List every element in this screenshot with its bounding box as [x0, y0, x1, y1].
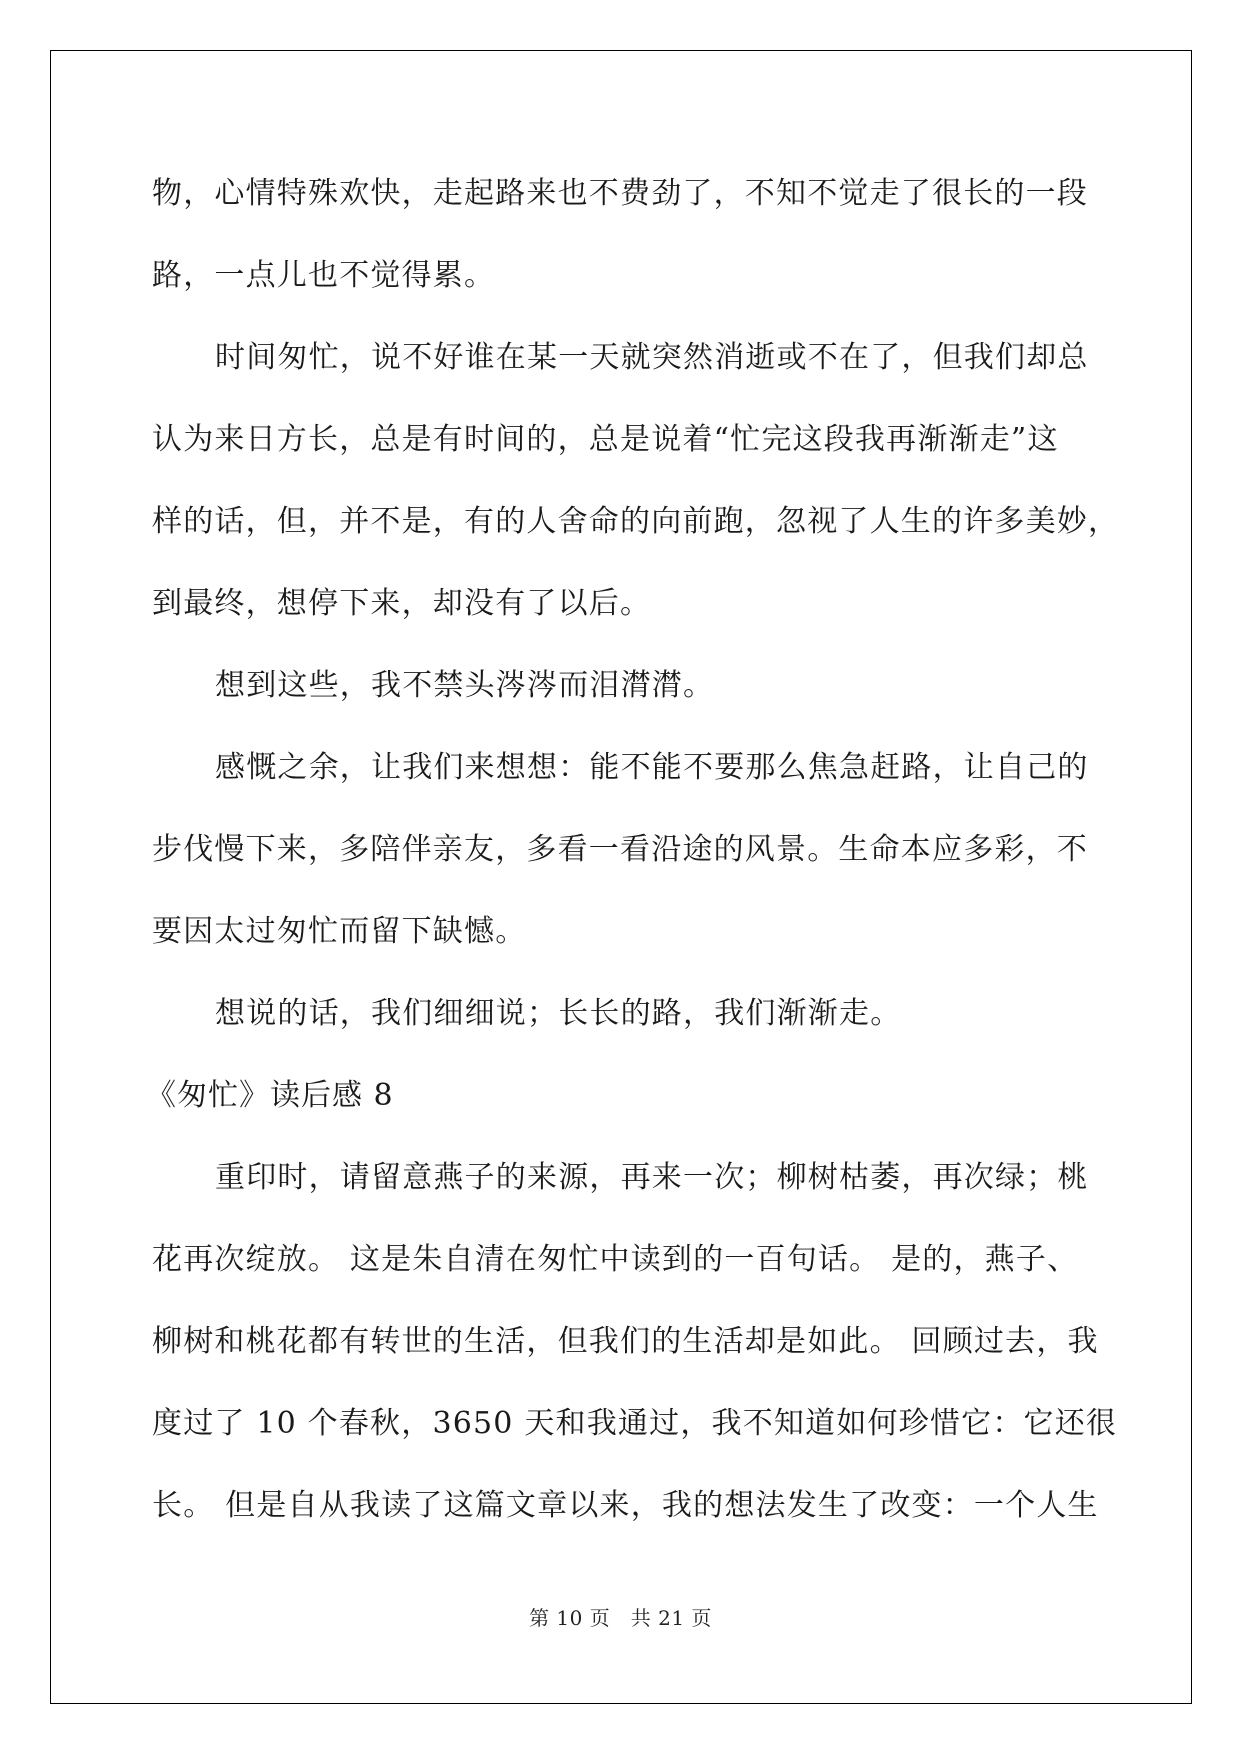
- paragraph-line: 物，心情特殊欢快，走起路来也不费劲了，不知不觉走了很长的一段: [152, 176, 1088, 211]
- section-heading: 《匆忙》读后感 8: [146, 1078, 394, 1113]
- paragraph-line: 样的话，但，并不是，有的人舍命的向前跑，忽视了人生的许多美妙，: [152, 504, 1120, 539]
- page-number-footer: 第 10 页 共 21 页: [529, 1606, 712, 1630]
- paragraph-line: 步伐慢下来，多陪伴亲友，多看一看沿途的风景。生命本应多彩，不: [152, 832, 1088, 867]
- paragraph-line: 要因太过匆忙而留下缺憾。: [152, 914, 527, 949]
- paragraph-line: 重印时，请留意燕子的来源，再来一次；柳树枯萎，再次绿；桃: [215, 1160, 1089, 1195]
- document-body: [146, 160, 1120, 1554]
- paragraph-line: 想说的话，我们细细说；长长的路，我们渐渐走。: [215, 996, 902, 1031]
- paragraph-line: 时间匆忙，说不好谁在某一天就突然消逝或不在了，但我们却总: [215, 340, 1089, 375]
- paragraph-line: 柳树和桃花都有转世的生活，但我们的生活却是如此。 回顾过去，我: [152, 1324, 1099, 1359]
- paragraph-line: 到最终，想停下来，却没有了以后。: [152, 586, 652, 621]
- paragraph-line: 花再次绽放。 这是朱自清在匆忙中读到的一百句话。 是的，燕子、: [152, 1242, 1079, 1277]
- paragraph-line: 度过了 10 个春秋，3650 天和我通过，我不知道如何珍惜它：它还很: [152, 1406, 1118, 1441]
- paragraph-line: 想到这些，我不禁头涔涔而泪潸潸。: [215, 668, 715, 703]
- paragraph-line: 认为来日方长，总是有时间的，总是说着“忙完这段我再渐渐走”这: [152, 422, 1059, 457]
- paragraph-line: 长。 但是自从我读了这篇文章以来，我的想法发生了改变：一个人生: [152, 1488, 1099, 1523]
- paragraph-line: 路，一点儿也不觉得累。: [152, 258, 496, 293]
- paragraph-line: 感慨之余，让我们来想想：能不能不要那么焦急赶路，让自己的: [215, 750, 1089, 785]
